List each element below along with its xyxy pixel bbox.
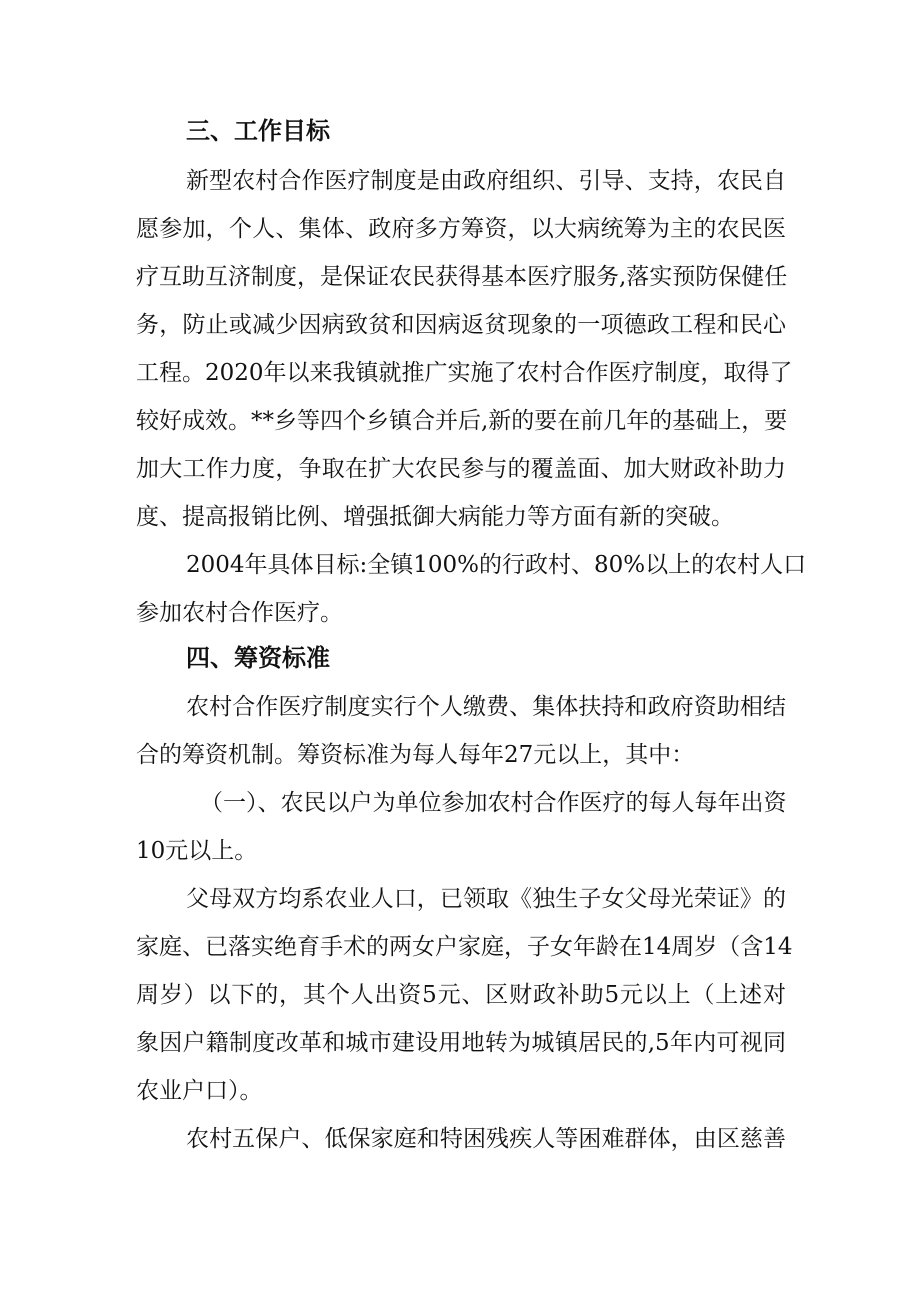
paragraph-line: 农业户口）。 [136, 1078, 263, 1104]
paragraph-line: 务，防止或减少因病致贫和因病返贫现象的一项德政工程和民心 [136, 312, 786, 338]
section-heading-work-goals: 三、工作目标 [186, 117, 330, 145]
paragraph-line: 父母双方均系农业人口，已领取《独生子女父母光荣证》的 [186, 886, 786, 912]
paragraph-line: 周岁）以下的，其个人出资5元、区财政补助5元以上（上述对 [136, 982, 786, 1008]
paragraph-line: 合的筹资机制。筹资标准为每人每年27元以上，其中： [136, 742, 695, 768]
paragraph-line: 家庭、已落实绝育手术的两女户家庭，子女年龄在14周岁（含14 [136, 934, 793, 960]
paragraph-line: 农村五保户、低保家庭和特困残疾人等困难群体，由区慈善 [186, 1126, 786, 1152]
paragraph-line: 度、提高报销比例、增强抵御大病能力等方面有新的突破。 [136, 504, 734, 530]
paragraph-line: 较好成效。**乡等四个乡镇合并后,新的要在前几年的基础上，要 [136, 408, 788, 434]
paragraph-line: 工程。2020年以来我镇就推广实施了农村合作医疗制度，取得了 [136, 360, 793, 386]
paragraph-line: 农村合作医疗制度实行个人缴费、集体扶持和政府资助相结 [186, 694, 786, 720]
list-item-line: 10元以上。 [136, 838, 258, 864]
list-item-line: （一）、农民以户为单位参加农村合作医疗的每人每年出资 [200, 790, 787, 816]
paragraph-line: 参加农村合作医疗。 [136, 600, 343, 626]
paragraph-line: 新型农村合作医疗制度是由政府组织、引导、支持，农民自 [186, 168, 786, 194]
paragraph-line: 愿参加，个人、集体、政府多方筹资，以大病统筹为主的农民医 [136, 216, 786, 242]
paragraph-line: 2004年具体目标:全镇100%的行政村、80%以上的农村人口 [186, 552, 807, 578]
paragraph-line: 象因户籍制度改革和城市建设用地转为城镇居民的,5年内可视同 [136, 1030, 786, 1056]
section-heading-funding-standard: 四、筹资标准 [186, 644, 330, 672]
paragraph-line: 加大工作力度，争取在扩大农民参与的覆盖面、加大财政补助力 [136, 456, 786, 482]
paragraph-line: 疗互助互济制度，是保证农民获得基本医疗服务,落实预防保健任 [136, 264, 788, 290]
